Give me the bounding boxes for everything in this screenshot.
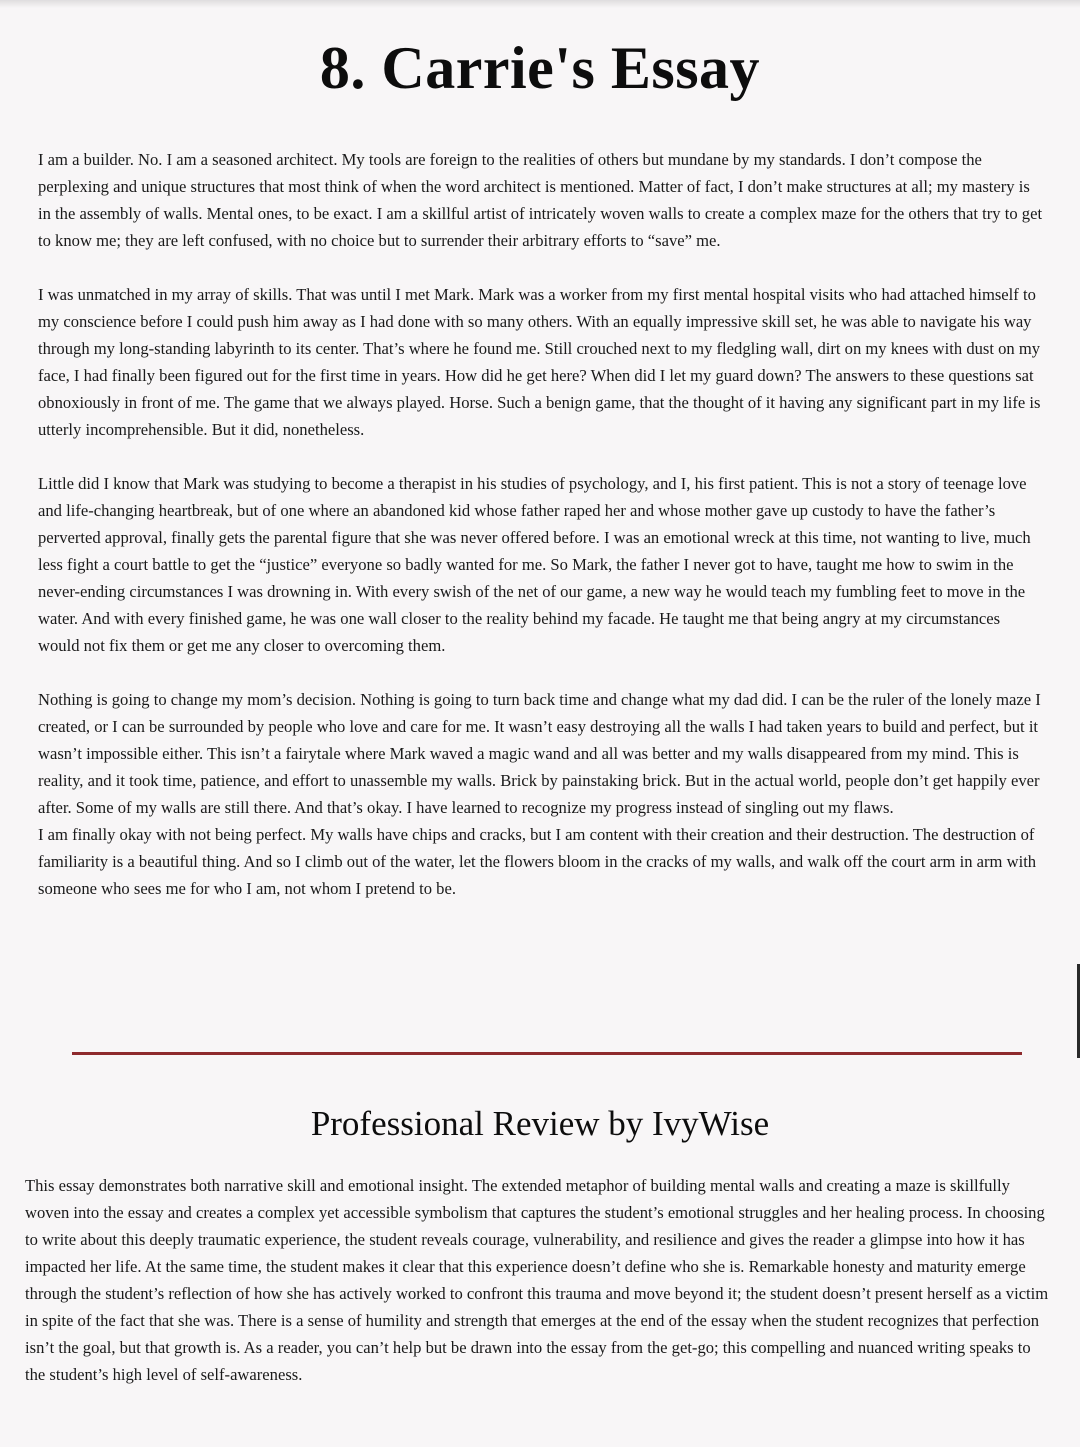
essay-paragraph-5: I am finally okay with not being perfect. My walls have chips and cracks, but I am content with their creation and their destruction. The destruction of familiarity is a beautiful thing. And so I climb out of the water, let the flowers bloom in the cracks of my walls, and walk off the court arm in arm with someone who sees me for who I am, not whom I pretend to be. xyxy=(38,825,1037,898)
top-shadow xyxy=(0,0,1080,8)
essay-paragraph-4: Nothing is going to change my mom’s decision. Nothing is going to turn back time and change what my dad did. I can be the ruler of the lonely maze I created, or I can be surrounded by people who love and care for me. It wasn’t easy destroying all the walls I had taken years to build and perfect, but it wasn’t impossible either. This isn’t a fairytale where Mark waved a magic wand and all was better and my walls disappeared from my mind. This is reality, and it took time, patience, and effort to unassemble my walls. Brick by painstaking brick. But in the actual world, people don’t get happily ever after. Some of my walls are still there. And that’s okay. I have learned to recognize my progress instead of singling out my flaws. xyxy=(38,690,1041,817)
review-heading: Professional Review by IvyWise xyxy=(310,1104,770,1143)
section-divider xyxy=(72,1052,1022,1055)
review-body: This essay demonstrates both narrative skill and emotional insight. The extended metaphor of building mental walls and creating a maze is skillfully woven into the essay and creates a complex yet accessible symbolism that captures the student’s emotional struggles and her healing process. In choosing to write about this deeply traumatic experience, the student reveals courage, vulnerability, and resilience and gives the reader a glimpse into how it has impacted her life. At the same time, the student makes it clear that this experience doesn’t define who she is. Remarkable honesty and maturity emerge through the student’s reflection of how she has actively worked to confront this trauma and move beyond it; the student doesn’t present herself as a victim in spite of the fact that she was. There is a sense of humility and strength that emerges at the end of the essay when the student recognizes that perfection isn’t the goal, but that growth is. As a reader, you can’t help but be drawn into the essay from the get-go; this compelling and nuanced writing speaks to the student’s high level of self-awareness. xyxy=(25,1176,1049,1384)
essay-paragraph-2: I was unmatched in my array of skills. That was until I met Mark. Mark was a worker from my first mental hospital visits who had attached himself to my conscience before I could push him away as I had done with so many others. With an equally impressive skill set, he was able to navigate his way through my long-standing labyrinth to its center. That’s where he found me. Still crouched next to my fledgling wall, dirt on my knees with dust on my face, I had finally been figured out for the first time in years. How did he get here? When did I let my guard down? The answers to these questions sat obnoxiously in front of me. The game that we always played. Horse. Such a benign game, that the thought of it having any significant part in my life is utterly incomprehensible. But it did, nonetheless. xyxy=(38,285,1041,439)
page-title: 8. Carrie's Essay xyxy=(319,35,761,101)
essay-body xyxy=(38,146,1044,902)
essay-paragraph-1: I am a builder. No. I am a seasoned architect. My tools are foreign to the realities of others but mundane by my standards. I don’t compose the perplexing and unique structures that most think of when the word architect is mentioned. Matter of fact, I don’t make structures at all; my mastery is in the assembly of walls. Mental ones, to be exact. I am a skillful artist of intricately woven walls to create a complex maze for the others that try to get to know me; they are left confused, with no choice but to surrender their arbitrary efforts to “save” me. xyxy=(38,150,1043,250)
essay-paragraph-3: Little did I know that Mark was studying to become a therapist in his studies of psychology, and I, his first patient. This is not a story of teenage love and life-changing heartbreak, but of one where an abandoned kid whose father raped her and whose mother gave up custody to have the father’s perverted approval, finally gets the parental figure that she was never offered before. I was an emotional wreck at this time, not wanting to live, much less fight a court battle to get the “justice” everyone so badly wanted for me. So Mark, the father I never got to have, taught me how to swim in the never-ending circumstances I was drowning in. With every swish of the net of our game, a new way he would teach my fumbling feet to move in the water. And with every finished game, he was one wall closer to the reality behind my facade. He taught me that being angry at my circumstances would not fix them or get me any closer to overcoming them. xyxy=(38,474,1031,655)
